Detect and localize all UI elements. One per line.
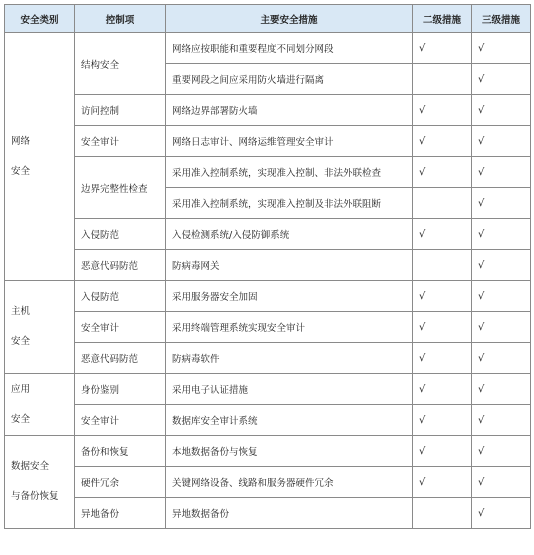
- control-item-cell: 恶意代码防范: [75, 343, 166, 374]
- table-row: [5, 250, 531, 281]
- table-row: [5, 157, 531, 188]
- control-item-cell: 硬件冗余: [75, 467, 166, 498]
- table-row: [5, 281, 531, 312]
- level-3-check: √: [472, 188, 531, 219]
- table-row: [5, 33, 531, 64]
- level-3-check: √: [472, 95, 531, 126]
- category-label-line: 安全: [11, 165, 31, 177]
- level-2-check: √: [413, 126, 472, 157]
- control-item-cell: 备份和恢复: [75, 436, 166, 467]
- level-3-check: √: [472, 33, 531, 64]
- category-label-line: 主机: [11, 306, 31, 317]
- table-row: [5, 343, 531, 374]
- control-item-cell: 入侵防范: [75, 219, 166, 250]
- measure-cell: 采用准入控制系统，实现准入控制、非法外联检查: [166, 157, 413, 188]
- control-item-cell: 恶意代码防范: [75, 250, 166, 281]
- table-row: [5, 405, 531, 436]
- table-row: [5, 312, 531, 343]
- measure-cell: 关键网络设备、线路和服务器硬件冗余: [166, 467, 413, 498]
- level-3-check: √: [472, 126, 531, 157]
- table-body: [5, 33, 531, 529]
- control-item-cell: 入侵防范: [75, 281, 166, 312]
- header-level-3: 三级措施: [472, 5, 531, 33]
- measure-cell: 采用服务器安全加固: [166, 281, 413, 312]
- level-3-check: √: [472, 157, 531, 188]
- control-item-cell: 安全审计: [75, 405, 166, 436]
- level-3-check: √: [472, 467, 531, 498]
- header-main-measures: 主要安全措施: [166, 5, 413, 33]
- control-item-cell: 安全审计: [75, 126, 166, 157]
- level-2-check: [413, 64, 472, 95]
- header-level-2: 二级措施: [413, 5, 472, 33]
- level-3-check: √: [472, 436, 531, 467]
- level-2-check: √: [413, 312, 472, 343]
- table-row: [5, 126, 531, 157]
- level-3-check: √: [472, 405, 531, 436]
- measure-cell: 防病毒软件: [166, 343, 413, 374]
- measure-cell: 入侵检测系统/入侵防御系统: [166, 219, 413, 250]
- table-row: [5, 467, 531, 498]
- measure-cell: 数据库安全审计系统: [166, 405, 413, 436]
- category-label-line: 安全: [11, 413, 31, 425]
- level-2-check: √: [413, 95, 472, 126]
- level-2-check: √: [413, 374, 472, 405]
- table-row: [5, 374, 531, 405]
- level-3-check: √: [472, 250, 531, 281]
- header-control-item: 控制项: [75, 5, 166, 33]
- category-label-line: 安全: [11, 336, 31, 347]
- level-3-check: √: [472, 343, 531, 374]
- level-2-check: √: [413, 343, 472, 374]
- level-2-check: √: [413, 157, 472, 188]
- level-2-check: √: [413, 219, 472, 250]
- level-2-check: √: [413, 33, 472, 64]
- level-3-check: √: [472, 219, 531, 250]
- measure-cell: 本地数据备份与恢复: [166, 436, 413, 467]
- measure-cell: 网络边界部署防火墙: [166, 95, 413, 126]
- control-item-cell: 访问控制: [75, 95, 166, 126]
- control-item-cell: 结构安全: [75, 33, 166, 95]
- table-row: [5, 95, 531, 126]
- table-row: [5, 498, 531, 529]
- measure-cell: 网络应按职能和重要程度不同划分网段: [166, 33, 413, 64]
- level-3-check: √: [472, 64, 531, 95]
- level-2-check: √: [413, 436, 472, 467]
- category-cell: [5, 281, 75, 374]
- measure-cell: 采用终端管理系统实现安全审计: [166, 312, 413, 343]
- level-2-check: √: [413, 281, 472, 312]
- level-2-check: [413, 188, 472, 219]
- measure-cell: 采用准入控制系统，实现准入控制及非法外联阻断: [166, 188, 413, 219]
- measure-cell: 重要网段之间应采用防火墙进行隔离: [166, 64, 413, 95]
- table-header-row: [5, 5, 531, 33]
- measure-cell: 网络日志审计、网络运维管理安全审计: [166, 126, 413, 157]
- category-cell: [5, 436, 75, 529]
- level-2-check: [413, 498, 472, 529]
- table-row: [5, 219, 531, 250]
- measure-cell: 采用电子认证措施: [166, 374, 413, 405]
- level-2-check: [413, 250, 472, 281]
- control-item-cell: 边界完整性检查: [75, 157, 166, 219]
- header-category: 安全类别: [5, 5, 75, 33]
- measure-cell: 异地数据备份: [166, 498, 413, 529]
- level-3-check: √: [472, 312, 531, 343]
- category-cell: [5, 33, 75, 281]
- level-3-check: √: [472, 498, 531, 529]
- level-2-check: √: [413, 405, 472, 436]
- category-label-line: 应用: [11, 383, 31, 395]
- category-label-line: 数据安全: [11, 461, 50, 472]
- control-item-cell: 安全审计: [75, 312, 166, 343]
- level-3-check: √: [472, 281, 531, 312]
- control-item-cell: 身份鉴别: [75, 374, 166, 405]
- table-row: [5, 436, 531, 467]
- security-measures-table: [4, 4, 531, 529]
- level-2-check: √: [413, 467, 472, 498]
- level-3-check: √: [472, 374, 531, 405]
- measure-cell: 防病毒网关: [166, 250, 413, 281]
- category-label-line: 与备份恢复: [11, 491, 59, 502]
- category-label-line: 网络: [11, 135, 31, 147]
- control-item-cell: 异地备份: [75, 498, 166, 529]
- category-cell: [5, 374, 75, 436]
